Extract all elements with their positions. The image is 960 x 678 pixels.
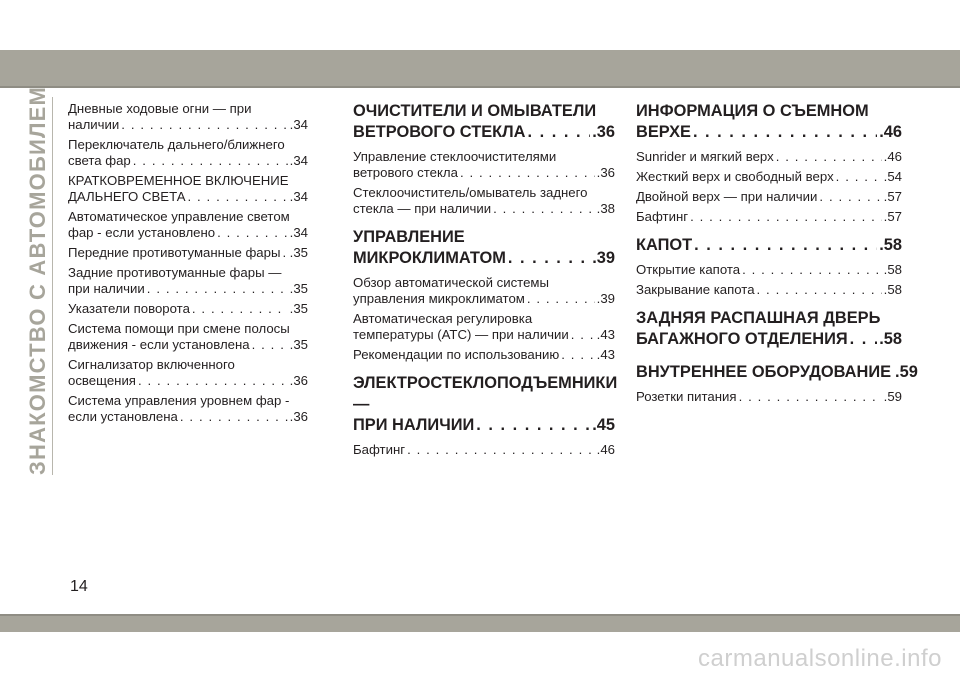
page-ref: .59 xyxy=(883,389,902,404)
leader-dots xyxy=(836,169,882,185)
toc-entry-line: Переключатель дальнего/ближнего xyxy=(68,137,285,152)
toc-entry[interactable] xyxy=(353,149,615,181)
toc-entry[interactable] xyxy=(353,275,615,307)
toc-heading-wipers[interactable] xyxy=(353,101,615,143)
toc-entry[interactable] xyxy=(636,389,902,405)
page-ref: .57 xyxy=(883,209,902,224)
toc-entry[interactable] xyxy=(353,347,615,363)
toc-entry[interactable] xyxy=(353,185,615,217)
page-ref: .46 xyxy=(596,442,615,457)
toc-entry[interactable] xyxy=(68,393,308,425)
toc-entry-line: Розетки питания xyxy=(636,389,737,404)
toc-entry[interactable] xyxy=(636,189,902,205)
leader-dots xyxy=(282,245,287,261)
toc-column-1 xyxy=(68,101,308,429)
leader-dots xyxy=(819,189,881,205)
toc-entry-line: Указатели поворота xyxy=(68,301,190,316)
leader-dots xyxy=(527,291,595,307)
toc-heading-line: КАПОТ xyxy=(636,236,693,254)
toc-entry[interactable] xyxy=(636,149,902,165)
toc-heading-power-windows[interactable] xyxy=(353,373,618,436)
toc-heading-liftgate[interactable] xyxy=(636,308,902,350)
toc-entry-line: Управление стеклоочистителями xyxy=(353,149,557,164)
page-ref: .36 xyxy=(596,165,615,180)
toc-entry-line: КРАТКОВРЕМЕННОЕ ВКЛЮЧЕНИЕ xyxy=(68,173,289,188)
page-ref: .38 xyxy=(596,201,615,216)
toc-heading-removable-top[interactable] xyxy=(636,101,902,143)
toc-column-3 xyxy=(636,101,918,409)
toc-entry[interactable] xyxy=(636,262,902,278)
toc-entry-line: Задние противотуманные фары — xyxy=(68,265,282,280)
leader-dots xyxy=(850,329,878,350)
leader-dots xyxy=(694,235,877,256)
toc-entry-line: Стеклоочиститель/омыватель заднего xyxy=(353,185,588,200)
toc-heading-line: УПРАВЛЕНИЕ xyxy=(353,228,465,246)
toc-entry-line: Рекомендации по использованию xyxy=(353,347,560,362)
toc-heading-line: ЗАДНЯЯ РАСПАШНАЯ ДВЕРЬ xyxy=(636,309,881,327)
toc-entry-line: освещения xyxy=(68,373,136,388)
page-ref: .46 xyxy=(883,149,902,164)
leader-dots xyxy=(476,415,590,436)
side-title-rule xyxy=(52,97,53,475)
toc-entry-line: управления микроклиматом xyxy=(353,291,525,306)
page-ref: .58 xyxy=(879,236,902,254)
toc-heading-climate[interactable] xyxy=(353,227,615,269)
leader-dots xyxy=(776,149,882,165)
page-ref: .36 xyxy=(289,409,308,424)
leader-dots xyxy=(252,337,288,353)
toc-entry-line: если установлена xyxy=(68,409,178,424)
page-ref: .34 xyxy=(289,153,308,168)
toc-entry[interactable] xyxy=(68,173,308,205)
page-ref: .58 xyxy=(883,262,902,277)
leader-dots xyxy=(528,122,591,143)
toc-entry-line: Бафтинг xyxy=(353,442,406,457)
leader-dots xyxy=(188,189,288,205)
page-ref: .36 xyxy=(592,123,615,141)
toc-heading-interior-equipment[interactable] xyxy=(636,362,918,383)
leader-dots xyxy=(460,165,595,181)
toc-entry-line: Автоматическое управление светом xyxy=(68,209,290,224)
toc-entry-line: ДАЛЬНЕГО СВЕТА xyxy=(68,189,186,204)
toc-heading-line: БАГАЖНОГО ОТДЕЛЕНИЯ xyxy=(636,330,848,348)
page-ref: .39 xyxy=(592,249,615,267)
leader-dots xyxy=(493,201,595,217)
toc-entry[interactable] xyxy=(68,209,308,241)
toc-heading-line: ЭЛЕКТРОСТЕКЛОПОДЪЕМНИКИ — xyxy=(353,374,618,413)
leader-dots xyxy=(693,122,877,143)
leader-dots xyxy=(138,373,288,389)
page-ref: .35 xyxy=(289,281,308,296)
page-ref: .35 xyxy=(289,301,308,316)
toc-entry-line: Система управления уровнем фар - xyxy=(68,393,290,408)
watermark: carmanualsonline.info xyxy=(698,645,942,672)
toc-entry[interactable] xyxy=(68,137,308,169)
toc-heading-line: ВЕТРОВОГО СТЕКЛА xyxy=(353,123,526,141)
leader-dots xyxy=(407,442,595,458)
toc-entry-line: Дневные ходовые огни — при xyxy=(68,101,252,116)
page-ref: .34 xyxy=(289,189,308,204)
header-band xyxy=(0,50,960,86)
top-margin xyxy=(0,0,960,50)
toc-entry[interactable] xyxy=(68,265,308,297)
toc-heading-line: ОЧИСТИТЕЛИ И ОМЫВАТЕЛИ xyxy=(353,102,597,120)
toc-heading-line: ВНУТРЕННЕЕ ОБОРУДОВАНИЕ xyxy=(636,363,892,381)
page-ref: .39 xyxy=(596,291,615,306)
page-ref: .58 xyxy=(879,330,902,348)
toc-heading-hood[interactable] xyxy=(636,235,902,256)
toc-entry[interactable] xyxy=(68,357,308,389)
toc-entry-line: Двойной верх — при наличии xyxy=(636,189,818,204)
toc-entry[interactable] xyxy=(353,442,615,458)
page-ref: .34 xyxy=(289,117,308,132)
toc-entry-line: движения - если установлена xyxy=(68,337,250,352)
leader-dots xyxy=(180,409,288,425)
toc-entry-line: Сигнализатор включенного xyxy=(68,357,235,372)
page-ref: .35 xyxy=(289,337,308,352)
page-ref: .43 xyxy=(596,347,615,362)
toc-entry-line: температуры (АТС) — при наличии xyxy=(353,327,569,342)
leader-dots xyxy=(739,389,882,405)
page-ref: .36 xyxy=(289,373,308,388)
leader-dots xyxy=(742,262,882,278)
page-ref: .57 xyxy=(883,189,902,204)
toc-entry[interactable] xyxy=(353,311,615,343)
toc-entry-line: стекла — при наличии xyxy=(353,201,492,216)
toc-entry-line: фар - если установлено xyxy=(68,225,216,240)
page-ref: .34 xyxy=(289,225,308,240)
page-ref: .43 xyxy=(596,327,615,342)
toc-entry[interactable] xyxy=(68,101,308,133)
toc-entry[interactable] xyxy=(636,209,902,225)
toc-column-2 xyxy=(353,101,618,462)
toc-entry-line: при наличии xyxy=(68,281,145,296)
toc-entry-line: Передние противотуманные фары xyxy=(68,245,281,260)
toc-entry-line: Открытие капота xyxy=(636,262,741,277)
leader-dots xyxy=(571,327,595,343)
leader-dots xyxy=(757,282,882,298)
toc-entry[interactable] xyxy=(636,282,902,298)
toc-entry-line: Система помощи при смене полосы xyxy=(68,321,290,336)
section-side-title: ЗНАКОМСТВО С АВТОМОБИЛЕМ xyxy=(25,85,50,475)
toc-entry-line: Автоматическая регулировка xyxy=(353,311,533,326)
page-number: 14 xyxy=(70,578,88,595)
toc-entry-line: Жесткий верх и свободный верх xyxy=(636,169,834,184)
toc-entry-line: наличии xyxy=(68,117,120,132)
leader-dots xyxy=(121,117,287,133)
page-ref: .45 xyxy=(592,416,615,434)
toc-entry-line: Бафтинг xyxy=(636,209,689,224)
toc-heading-line: ИНФОРМАЦИЯ О СЪЕМНОМ xyxy=(636,102,869,120)
toc-entry-line: ветрового стекла xyxy=(353,165,458,180)
page-ref: .59 xyxy=(895,363,918,381)
toc-entry[interactable] xyxy=(68,321,308,353)
toc-heading-line: ПРИ НАЛИЧИИ xyxy=(353,416,475,434)
page-ref: .46 xyxy=(879,123,902,141)
leader-dots xyxy=(192,301,288,317)
leader-dots xyxy=(147,281,288,297)
page-ref: .58 xyxy=(883,282,902,297)
leader-dots xyxy=(561,347,594,363)
toc-entry[interactable] xyxy=(68,301,308,317)
footer-band xyxy=(0,616,960,632)
toc-entry[interactable] xyxy=(636,169,902,185)
header-band-rule xyxy=(0,86,960,88)
toc-entry-line: Закрывание капота xyxy=(636,282,755,297)
page-ref: .54 xyxy=(883,169,902,184)
leader-dots xyxy=(508,248,590,269)
leader-dots xyxy=(133,153,288,169)
toc-entry-line: света фар xyxy=(68,153,131,168)
toc-heading-line: МИКРОКЛИМАТОМ xyxy=(353,249,506,267)
toc-entry-line: Sunrider и мягкий верх xyxy=(636,149,774,164)
leader-dots xyxy=(690,209,882,225)
toc-entry[interactable] xyxy=(68,245,308,261)
page-ref: .35 xyxy=(289,245,308,260)
leader-dots xyxy=(217,225,288,241)
toc-entry-line: Обзор автоматической системы xyxy=(353,275,549,290)
toc-heading-line: ВЕРХЕ xyxy=(636,123,691,141)
